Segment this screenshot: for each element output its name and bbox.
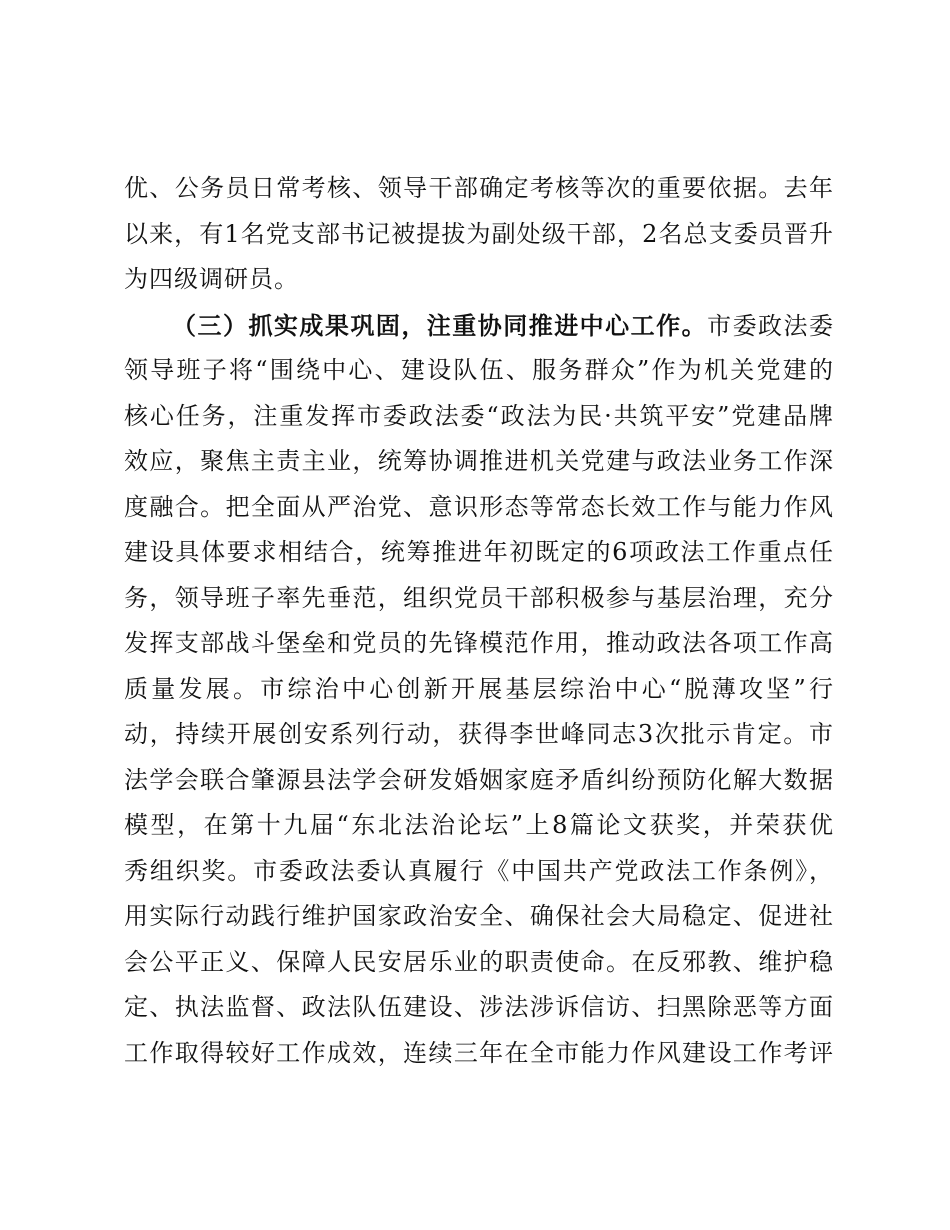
text-line: 用实际行动践行维护国家政治安全、确保社会大局稳定、促进社 [124,902,834,930]
text-line: 核心任务，注重发挥市委政法委“政法为民·共筑平安”党建品牌 [124,401,834,430]
text-line: 发挥支部战斗堡垒和党员的先锋模范作用，推动政法各项工作高 [124,629,834,657]
text-line: 以来，有1名党支部书记被提拔为副处级干部，2名总支委员晋升 [124,219,834,248]
text-line: 模型，在第十九届“东北法治论坛”上8篇论文获奖，并荣获优 [124,811,834,839]
text-line: 优、公务员日常考核、领导干部确定考核等次的重要依据。去年 [124,174,834,202]
text-span: 市委政法委 [707,311,835,340]
text-line: 动，持续开展创安系列行动，获得李世峰同志3次批示肯定。市 [124,720,834,748]
text-line: 法学会联合肇源县法学会研发婚姻家庭矛盾纠纷预防化解大数据 [124,765,834,794]
paragraph-first-line [124,303,834,349]
text-line: 效应，聚焦主责主业，统筹协调推进机关党建与政法业务工作深 [124,447,834,475]
paragraph-2 [124,303,834,1077]
text-line: 建设具体要求相结合，统筹推进年初既定的6项政法工作重点任 [124,538,834,566]
text-line: 会公平正义、保障人民安居乐业的职责使命。在反邪教、维护稳 [124,947,834,976]
text-line: 工作取得较好工作成效，连续三年在全市能力作风建设工作考评 [124,1038,834,1067]
section-heading: （三）抓实成果巩固，注重协同推进中心工作。 [172,310,708,340]
text-line: 领导班子将“围绕中心、建设队伍、服务群众”作为机关党建的 [124,356,834,384]
text-line: 为四级调研员。 [124,265,299,293]
text-line: 秀组织奖。市委政法委认真履行《中国共产党政法工作条例》， [124,856,834,885]
paragraph-1 [124,166,834,303]
text-line: 务，领导班子率先垂范，组织党员干部积极参与基层治理，充分 [124,583,834,612]
text-line: 定、执法监督、政法队伍建设、涉法涉诉信访、扫黑除恶等方面 [124,993,834,1021]
text-line: 度融合。把全面从严治党、意识形态等常态长效工作与能力作风 [124,492,834,521]
text-line: 质量发展。市综治中心创新开展基层综治中心“脱薄攻坚”行 [124,674,834,703]
document-body [124,166,834,1076]
